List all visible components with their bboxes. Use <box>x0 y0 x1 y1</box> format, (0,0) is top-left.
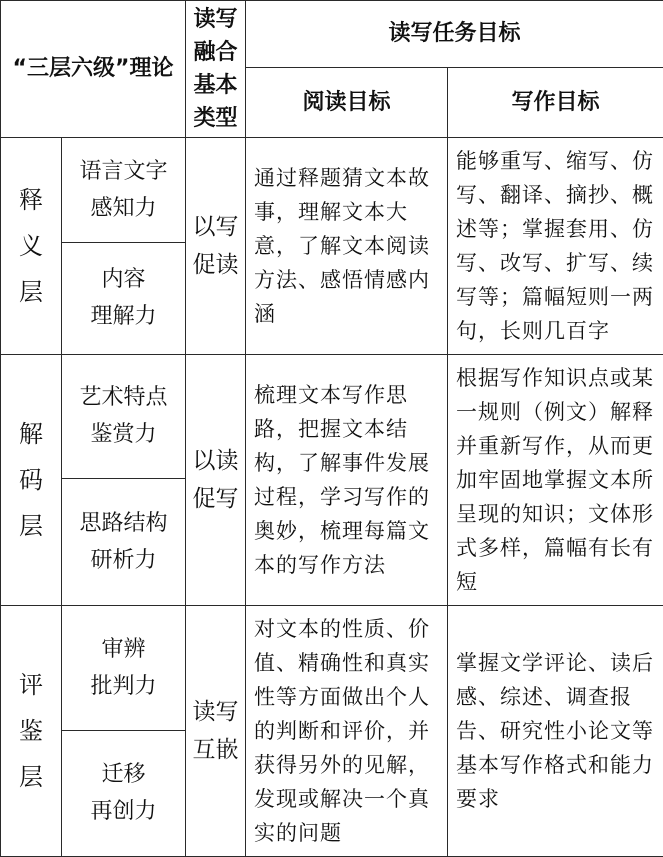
reading-goal-cell: 梳理文本写作思路，把握文本结构，了解事件发展过程，学习写作的奥妙，梳理每篇文本的写作方法 <box>246 355 448 606</box>
writing-goal-header: 写作目标 <box>448 68 663 138</box>
ability-cell: 迁移 再创力 <box>62 730 186 856</box>
ability-cell: 审辨 批判力 <box>62 606 186 731</box>
writing-goal-cell: 根据写作知识点或某一规则（例文）解释并重新写作，从而更加牢固地掌握文本所呈现的知识；文体形式多样，篇幅有长有短 <box>448 355 663 606</box>
reading-goal-cell: 通过释题猜文本故事，理解文本大意，了解文本阅读方法、感悟情感内涵 <box>246 138 448 355</box>
reading-goal-cell: 对文本的性质、价值、精确性和真实性等方面做出个人的判断和评价，并获得另外的见解，发现或解决一个真实的问题 <box>246 606 448 857</box>
level-cell: 解 码 层 <box>1 355 62 606</box>
goals-header: 读写任务目标 <box>246 1 663 68</box>
level-cell: 释 义 层 <box>1 138 62 355</box>
type-header: 读写 融合 基本 类型 <box>186 1 246 138</box>
ability-cell: 语言文字 感知力 <box>62 138 186 243</box>
ability-cell: 内容 理解力 <box>62 242 186 354</box>
ability-cell: 思路结构 研析力 <box>62 478 186 605</box>
fusion-type-cell: 以读 促写 <box>186 355 246 606</box>
reading-goal-header: 阅读目标 <box>246 68 448 138</box>
theory-header: “三层六级”理论 <box>1 1 186 138</box>
fusion-type-cell: 以写 促读 <box>186 138 246 355</box>
level-cell: 评 鉴 层 <box>1 606 62 857</box>
writing-goal-cell: 能够重写、缩写、仿写、翻译、摘抄、概述等；掌握套用、仿写、改写、扩写、续写等；篇幅短则一两句，长则几百字 <box>448 138 663 355</box>
ability-cell: 艺术特点 鉴赏力 <box>62 355 186 479</box>
fusion-type-cell: 读写 互嵌 <box>186 606 246 857</box>
writing-goal-cell: 掌握文学评论、读后感、综述、调查报告、研究性小论文等基本写作格式和能力要求 <box>448 606 663 857</box>
